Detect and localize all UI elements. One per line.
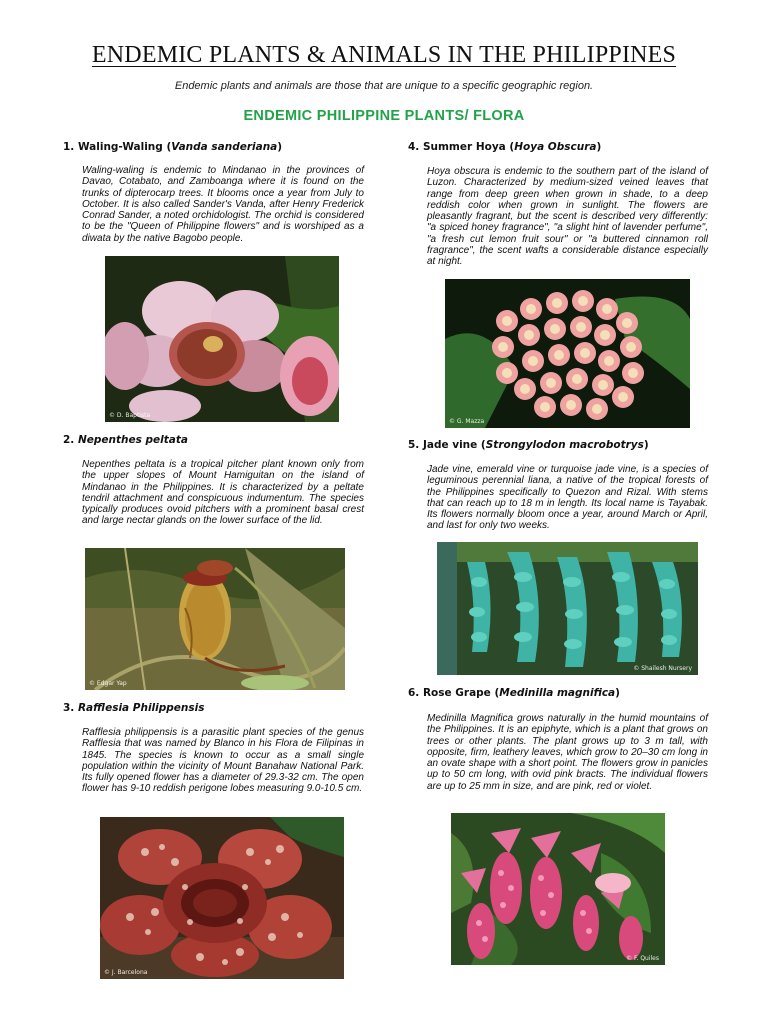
plant-5-heading: 5. Jade vine (Strongylodon macrobotrys) bbox=[408, 439, 649, 451]
plant-2-description: Nepenthes peltata is a tropical pitcher plant known only from the upper slopes of Mount Hamiguitan on the island of Mindanao in the Philippines. It is characterized by a peltate tendril attachment and conspicuous indumentum. The species typically produces ovoid pitchers with a prominent basal crest and large nectar glands on the lower surface of the lid. bbox=[82, 459, 364, 527]
section-heading-flora: ENDEMIC PHILIPPINE PLANTS/ FLORA bbox=[243, 108, 525, 124]
plant-3-description: Rafflesia philippensis is a parasitic plant species of the genus Rafflesia that was named by Blanco in his Flora de Filipinas in 1845. The species is known to occur as a small single population within the vicinity of Mount Banahaw National Park. Its fully opened flower has a diameter of 29.3-32 cm. The open flower has 9-10 reddish perigone lobes measuring 9.0-10.5 cm. bbox=[82, 727, 364, 795]
plant-3-photo-credit: © J. Barcelona bbox=[104, 969, 148, 976]
plant-3-photo bbox=[100, 817, 344, 979]
plant-4-photo-credit: © G. Mazza bbox=[449, 418, 485, 425]
plant-4-heading: 4. Summer Hoya (Hoya Obscura) bbox=[408, 141, 602, 153]
page-title: ENDEMIC PLANTS & ANIMALS IN THE PHILIPPINES bbox=[91, 42, 677, 68]
page-subtitle: Endemic plants and animals are those that are unique to a specific geographic region. bbox=[174, 80, 594, 92]
plant-6-heading: 6. Rose Grape (Medinilla magnifica) bbox=[408, 687, 620, 699]
plant-1-heading: 1. Waling-Waling (Vanda sanderiana) bbox=[63, 141, 283, 153]
plant-5-description: Jade vine, emerald vine or turquoise jade vine, is a species of leguminous perennial liana, a native of the tropical forests of the Philippines specifically to Quezon and Rizal. With stems that can reach up to 18 m in length. Its local name is Tayabak. Its flowers normally bloom once a year, around March or April, and last for only two weeks. bbox=[427, 464, 708, 532]
plant-3-heading: 3. Rafflesia Philippensis bbox=[63, 702, 205, 714]
plant-6-photo bbox=[451, 813, 665, 965]
plant-2-photo-credit: © Edgar Yap bbox=[89, 680, 127, 687]
plant-5-photo-credit: © Shailesh Nursery bbox=[633, 665, 692, 672]
plant-1-photo-credit: © D. Baptista bbox=[109, 412, 151, 419]
plant-1-photo bbox=[105, 256, 339, 422]
plant-4-description: Hoya obscura is endemic to the southern part of the island of Luzon. Characterized by medium-sized veined leaves that range from deep green when grown in shade, to a deep reddish color when grown in sunlight. The flowers are pleasantly fragrant, but the scent is described very differently: "a spiced honey fragrance", "a slight hint of lavender perfume", "a fresh cut lemon fruit sour" or "a buttered cinnamon roll fragrance", the scent wafts a considerable distance especially at night. bbox=[427, 166, 708, 268]
plant-2-heading: 2. Nepenthes peltata bbox=[63, 434, 188, 446]
plant-6-photo-credit: © F. Quiles bbox=[626, 955, 659, 962]
plant-6-description: Medinilla Magnifica grows naturally in the humid mountains of the Philippines. It is an epiphyte, which is a plant that grows on trees or other plants. The plant grows up to 3 m tall, with opposite, firm, leathery leaves, which grow to 20–30 cm long in an ovate shape with a short point. The flowers grow in panicles up to 50 cm long, with ovid pink bracts. The individual flowers are up to 25 mm in size, and are pink, red or violet. bbox=[427, 713, 708, 792]
plant-4-photo bbox=[445, 279, 690, 428]
plant-2-photo bbox=[85, 548, 345, 690]
plant-5-photo bbox=[437, 542, 698, 675]
plant-1-description: Waling-waling is endemic to Mindanao in the provinces of Davao, Cotabato, and Zamboanga where it is found on the trunks of dipterocarp trees. It blooms once a year from July to October. It is also called Sander's Vanda, after Henry Frederick Conrad Sander, a noted orchidologist. The orchid is considered to be the "Queen of Philippine flowers" and is worshiped as a diwata by the native Bagobo people. bbox=[82, 165, 364, 244]
